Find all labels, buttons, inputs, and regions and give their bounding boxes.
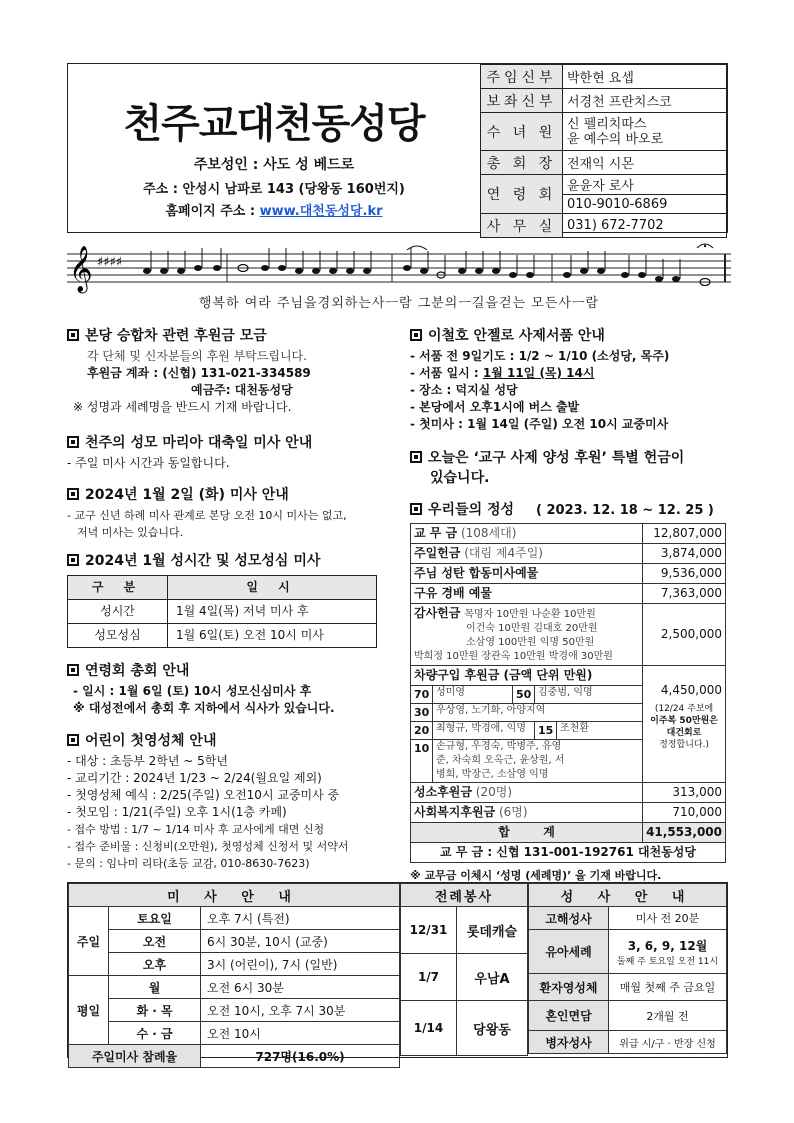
cell: 오전 10시, 오후 7시 30분	[201, 999, 400, 1022]
sacrament-title: 성 사 안 내	[529, 884, 727, 907]
staff-name: 전재익 시몬	[563, 151, 727, 175]
altar-service-table	[400, 883, 528, 1056]
offering-sub: (대림 제4주일)	[464, 546, 543, 560]
donor-list: 목명자 10만원 나순환 10만원	[464, 609, 596, 620]
mass-schedule-table	[68, 883, 400, 1068]
text-line: - 첫미사 : 1월 14일 (주일) 오전 10시 교중미사	[410, 417, 669, 431]
donor-list: 최형규, 박경애, 익명	[433, 722, 535, 739]
section-jan2-mass	[67, 485, 392, 541]
row-label: 주일	[69, 907, 109, 976]
section-title: 본당 승합차 관련 후원금 모금	[85, 328, 267, 344]
square-bullet-icon	[67, 554, 79, 566]
section-special-collection	[410, 448, 730, 487]
correction-note: (12/24 주보에	[654, 704, 714, 714]
staff-role: 수 녀 원	[481, 113, 563, 151]
text-line: - 첫모임 : 1/21(주일) 오후 1시(1층 카페)	[67, 805, 287, 819]
staff-role: 연 령 회	[481, 175, 563, 214]
sacrament-label: 고해성사	[529, 907, 609, 930]
mass-title: 미 사 안 내	[69, 884, 400, 907]
page-title: 천주교대천동성당	[123, 100, 425, 147]
lyrics: 행복하 여라 주님을경외하는사ㅡ람 그분의ㅡ길을걷는 모든사ㅡ람	[198, 296, 600, 311]
sacrament-info: 위급 시/구 · 반장 신청	[609, 1031, 727, 1054]
correction-note: 이주복 50만원은	[650, 716, 718, 726]
sacrament-label: 병자성사	[529, 1031, 609, 1054]
cell: 토요일	[109, 907, 201, 930]
offering-period: ( 2023. 12. 18 ~ 12. 25 )	[536, 503, 714, 518]
offering-amount: 7,363,000	[643, 584, 726, 604]
amount-tier: 15	[535, 722, 557, 739]
section-holy-hour	[67, 551, 387, 648]
section-title: 연령회 총회 안내	[85, 663, 190, 679]
section-offerings	[410, 500, 730, 884]
staff-name: 서경천 프란치스코	[563, 89, 727, 113]
donor-list: 소삼영 100만원 익명 50만원	[466, 637, 595, 648]
square-bullet-icon	[410, 503, 422, 515]
table-cell: 성시간	[68, 600, 168, 624]
cell: 수 · 금	[109, 1022, 201, 1045]
staff-role: 보좌신부	[481, 89, 563, 113]
text-line: - 서품 전 9일기도 : 1/2 ~ 1/10 (소성당, 목주)	[410, 349, 670, 363]
staff-name: 031) 672-7702	[563, 214, 727, 238]
offering-amount: 3,874,000	[643, 544, 726, 564]
table-cell: 1월 4일(목) 저녁 미사 후	[168, 600, 377, 624]
text-line: - 교리기간 : 2024년 1/23 ~ 2/24(월요일 제외)	[67, 771, 322, 785]
cell: 6시 30분, 10시 (교중)	[201, 930, 400, 953]
sacrament-table	[528, 883, 727, 1054]
donor-list: 성미영	[433, 686, 513, 703]
treble-clef-icon: 𝄞	[69, 246, 93, 292]
square-bullet-icon	[410, 329, 422, 341]
patron-saint: 주보성인 : 사도 성 베드로	[193, 157, 355, 173]
ordination-date: 1월 11일 (목) 14시	[482, 366, 595, 380]
service-date: 12/31	[401, 907, 457, 954]
amount-tier: 30	[411, 704, 433, 721]
section-mary-feast	[67, 433, 387, 472]
attendance-label: 주일미사 참례율	[69, 1045, 201, 1068]
text-line: - 첫영성체 예식 : 2/25(주일) 오전10시 교중미사 중	[67, 788, 340, 802]
donor-list: 김중범, 익명	[538, 687, 593, 698]
sacrament-info: 2개월 전	[609, 1001, 727, 1031]
correction-note: 정정합니다.)	[659, 740, 709, 750]
offering-label: 구유 경배 예물	[411, 584, 643, 604]
section-title: 어린이 첫영성체 안내	[85, 733, 217, 749]
offering-sub: (108세대)	[460, 526, 517, 540]
cell: 월	[109, 976, 201, 999]
section-funeral-society	[67, 661, 392, 717]
service-group: 우남A	[457, 954, 528, 1001]
amount-tier: 20	[411, 722, 433, 739]
offering-label: 감사헌금	[414, 606, 461, 620]
section-title: 이철호 안젤로 사제서품 안내	[428, 328, 605, 344]
holy-hour-table	[67, 575, 377, 648]
offering-amount: 12,807,000	[643, 524, 726, 544]
square-bullet-icon	[67, 329, 79, 341]
staff-phone: 010-9010-6869	[563, 195, 727, 214]
amount-tier: 10	[411, 740, 433, 782]
section-title: 2024년 1월 2일 (화) 미사 안내	[85, 487, 289, 503]
tithe-note: ※ 교무금 이체시 ‘성명 (세례명)’ 을 기재 바랍니다.	[410, 869, 662, 882]
total-amount: 41,553,000	[643, 823, 726, 843]
total-label: 합 계	[411, 823, 643, 843]
text-line: - 문의 : 임나미 리타(초등 교감, 010-8630-7623)	[67, 857, 310, 870]
offering-label: 차량구입 후원금 (금액 단위 만원)	[411, 666, 642, 686]
text-line: - 장소 : 덕지실 성당	[410, 383, 518, 397]
donor-list: 조천환	[560, 723, 589, 734]
offering-label: 교 무 금	[414, 526, 458, 540]
text-line: - 본당에서 오후1시에 버스 출발	[410, 400, 580, 414]
homepage-link[interactable]: www.대천동성당.kr	[259, 204, 383, 219]
music-staff	[67, 238, 731, 296]
offering-label: 주님 성탄 합동미사예물	[411, 564, 643, 584]
text-line: - 일시 : 1월 6일 (토) 10시 성모신심미사 후	[73, 684, 312, 698]
offering-amount: 9,536,000	[643, 564, 726, 584]
section-title: 오늘은 ‘교구 사제 양성 후원’ 특별 헌금이	[428, 450, 685, 466]
staff-role: 사 무 실	[481, 214, 563, 238]
section-title: 우리들의 정성	[428, 502, 515, 518]
text-line: ※ 성명과 세례명을 반드시 기재 바랍니다.	[73, 400, 292, 414]
square-bullet-icon	[67, 488, 79, 500]
offering-label: 사회복지후원금	[414, 805, 496, 819]
staff-name: 박한현 요셉	[563, 65, 727, 89]
text-line: ※ 대성전에서 총회 후 지하에서 식사가 있습니다.	[73, 701, 335, 715]
sacrament-info: 둘째 주 토요일 오전 11시	[616, 956, 719, 967]
staff-role: 총 회 장	[481, 151, 563, 175]
donor-list: 박희정 10만원 장관옥 10만원 박경애 30만원	[414, 651, 613, 662]
offering-label: 성소후원금	[414, 785, 472, 799]
text-line: - 접수 방법 : 1/7 ~ 1/14 미사 후 교사에게 대면 신청	[67, 823, 325, 836]
homepage-label: 홈페이지 주소 :	[165, 204, 256, 219]
section-vehicle-donation	[67, 326, 387, 416]
amount-tier: 70	[411, 686, 433, 703]
cell: 오전 6시 30분	[201, 976, 400, 999]
table-cell: 1월 6일(토) 오전 10시 미사	[168, 624, 377, 648]
service-date: 1/7	[401, 954, 457, 1001]
service-group: 당왕동	[457, 1001, 528, 1056]
cell: 오전	[109, 930, 201, 953]
sacrament-info: 미사 전 20분	[609, 907, 727, 930]
sacrament-label: 환자영성체	[529, 974, 609, 1001]
attendance-value: 727명(16.0%)	[201, 1045, 400, 1068]
text-line: - 대상 : 초등부 2학년 ~ 5학년	[67, 754, 228, 768]
staff-table	[480, 64, 727, 238]
sacrament-info: 매월 첫째 주 금요일	[609, 974, 727, 1001]
donor-list: 이건숙 10만원 김대호 20만원	[466, 623, 598, 634]
row-label: 평일	[69, 976, 109, 1045]
text-line: 저녁 미사는 있습니다.	[77, 526, 184, 539]
square-bullet-icon	[410, 451, 422, 463]
staff-name: 신 펠리치따스 윤 예수의 바오로	[563, 113, 727, 151]
sacrament-label: 유아세례	[529, 930, 609, 974]
text-line: - 교구 신년 하례 미사 관계로 본당 오전 10시 미사는 없고,	[67, 509, 347, 522]
staff-name: 윤윤자 로사	[563, 175, 727, 195]
correction-note: 대건회로	[666, 728, 702, 738]
sacrament-info: 3, 6, 9, 12월	[627, 938, 708, 953]
offering-label: 주일헌금	[414, 546, 461, 560]
offering-amount: 4,450,000	[660, 683, 722, 697]
service-group: 롯데캐슬	[457, 907, 528, 954]
cell: 오후 7시 (특전)	[201, 907, 400, 930]
col-header: 구 분	[68, 576, 168, 600]
staff-role: 주임신부	[481, 65, 563, 89]
cell: 오후	[109, 953, 201, 976]
text-line: 각 단체 및 신자분들의 후원 부탁드립니다.	[87, 349, 307, 363]
bottom-box	[67, 882, 728, 1064]
text-line: - 접수 준비물 : 신청비(오만원), 첫영성체 신청서 및 서약서	[67, 840, 349, 853]
square-bullet-icon	[67, 734, 79, 746]
section-title: 2024년 1월 성시간 및 성모성심 미사	[85, 553, 321, 569]
account-line: 후원금 계좌 : (신협) 131-021-334589	[87, 366, 311, 380]
col-header: 일 시	[168, 576, 377, 600]
amount-tier: 50	[513, 686, 535, 703]
cell: 오전 10시	[201, 1022, 400, 1045]
offering-sub: (6명)	[498, 805, 528, 819]
altar-title: 전례봉사	[401, 884, 528, 907]
cell: 3시 (어린이), 7시 (일반)	[201, 953, 400, 976]
section-first-communion	[67, 731, 392, 872]
square-bullet-icon	[67, 664, 79, 676]
section-title: 천주의 성모 마리아 대축일 미사 안내	[85, 435, 313, 451]
tithe-account: 교 무 금 : 신협 131-001-192761 대천동성당	[410, 843, 726, 863]
header-box	[67, 63, 728, 233]
section-ordination	[410, 326, 730, 433]
text-line: - 주일 미사 시간과 동일합니다.	[67, 456, 230, 470]
address: 주소 : 안성시 남파로 143 (당왕동 160번지)	[143, 182, 405, 197]
offering-amount: 2,500,000	[643, 604, 726, 666]
offering-sub: (20명)	[475, 785, 513, 799]
offering-amount: 313,000	[643, 783, 726, 803]
header-left	[68, 64, 480, 231]
offering-table	[410, 523, 726, 843]
square-bullet-icon	[67, 436, 79, 448]
table-cell: 성모성심	[68, 624, 168, 648]
text-line: - 서품 일시 :	[410, 366, 483, 380]
service-date: 1/14	[401, 1001, 457, 1056]
section-title-cont: 있습니다.	[430, 470, 490, 486]
cell: 화 · 목	[109, 999, 201, 1022]
homepage	[68, 200, 480, 219]
donor-list: 우상영, 노기화, 아양지역	[436, 705, 546, 716]
account-holder: 예금주: 대천동성당	[191, 383, 293, 397]
svg-text:♯♯♯♯: ♯♯♯♯	[97, 255, 123, 270]
sacrament-label: 혼인면담	[529, 1001, 609, 1031]
donor-list: 손규형, 우경숙, 박병주, 유영준, 차숙희 오옥근, 윤상원, 서병희, 박장근, 소삼영 익명	[436, 741, 565, 780]
offering-amount: 710,000	[643, 803, 726, 823]
